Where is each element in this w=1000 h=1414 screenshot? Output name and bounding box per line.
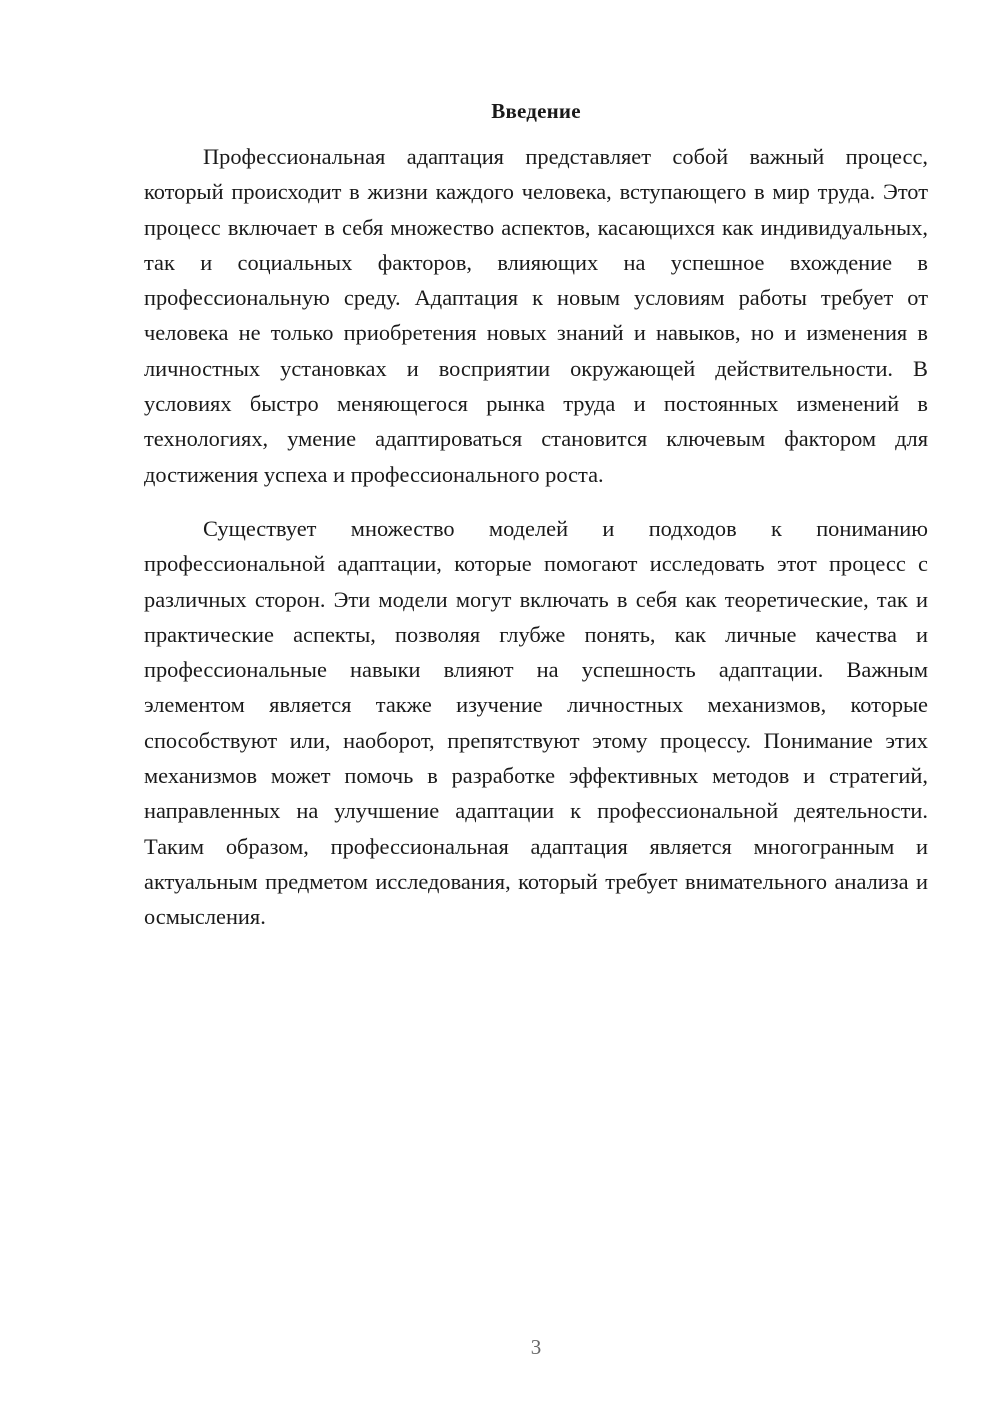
page-number: 3 bbox=[530, 1335, 542, 1359]
paragraph-1: Профессиональная адаптация представляет собой важный процесс, который происходит в жизни каждого человека, вступающего в мир труда. Этот процесс включает в себя множество аспектов, касающихся как индивидуальных, так и социальных факторов, влияющих на успешное вхождение в профессиональную среду. Адаптация к новым условиям работы требует от человека не только приобретения новых знаний и навыков, но и изменения в личностных установках и восприятии окружающей действительности. В условиях быстро меняющегося рынка труда и постоянных изменений в технологиях, умение адаптироваться становится ключевым фактором для достижения успеха и профессионального роста. bbox=[144, 144, 928, 487]
paragraph-2: Существует множество моделей и подходов к пониманию профессиональной адаптации, которые помогают исследовать этот процесс с различных сторон. Эти модели могут включать в себя как теоретические, так и практические аспекты, позволяя глубже понять, как личные качества и профессиональные навыки влияют на успешность адаптации. Важным элементом является также изучение личностных механизмов, которые способствуют или, наоборот, препятствуют этому процессу. Понимание этих механизмов может помочь в разработке эффективных методов и стратегий, направленных на улучшение адаптации к профессиональной деятельности. Таким образом, профессиональная адаптация является многогранным и актуальным предметом исследования, который требует внимательного анализа и осмысления. bbox=[144, 515, 928, 930]
page-content bbox=[144, 95, 928, 935]
section-title: Введение bbox=[491, 99, 581, 123]
